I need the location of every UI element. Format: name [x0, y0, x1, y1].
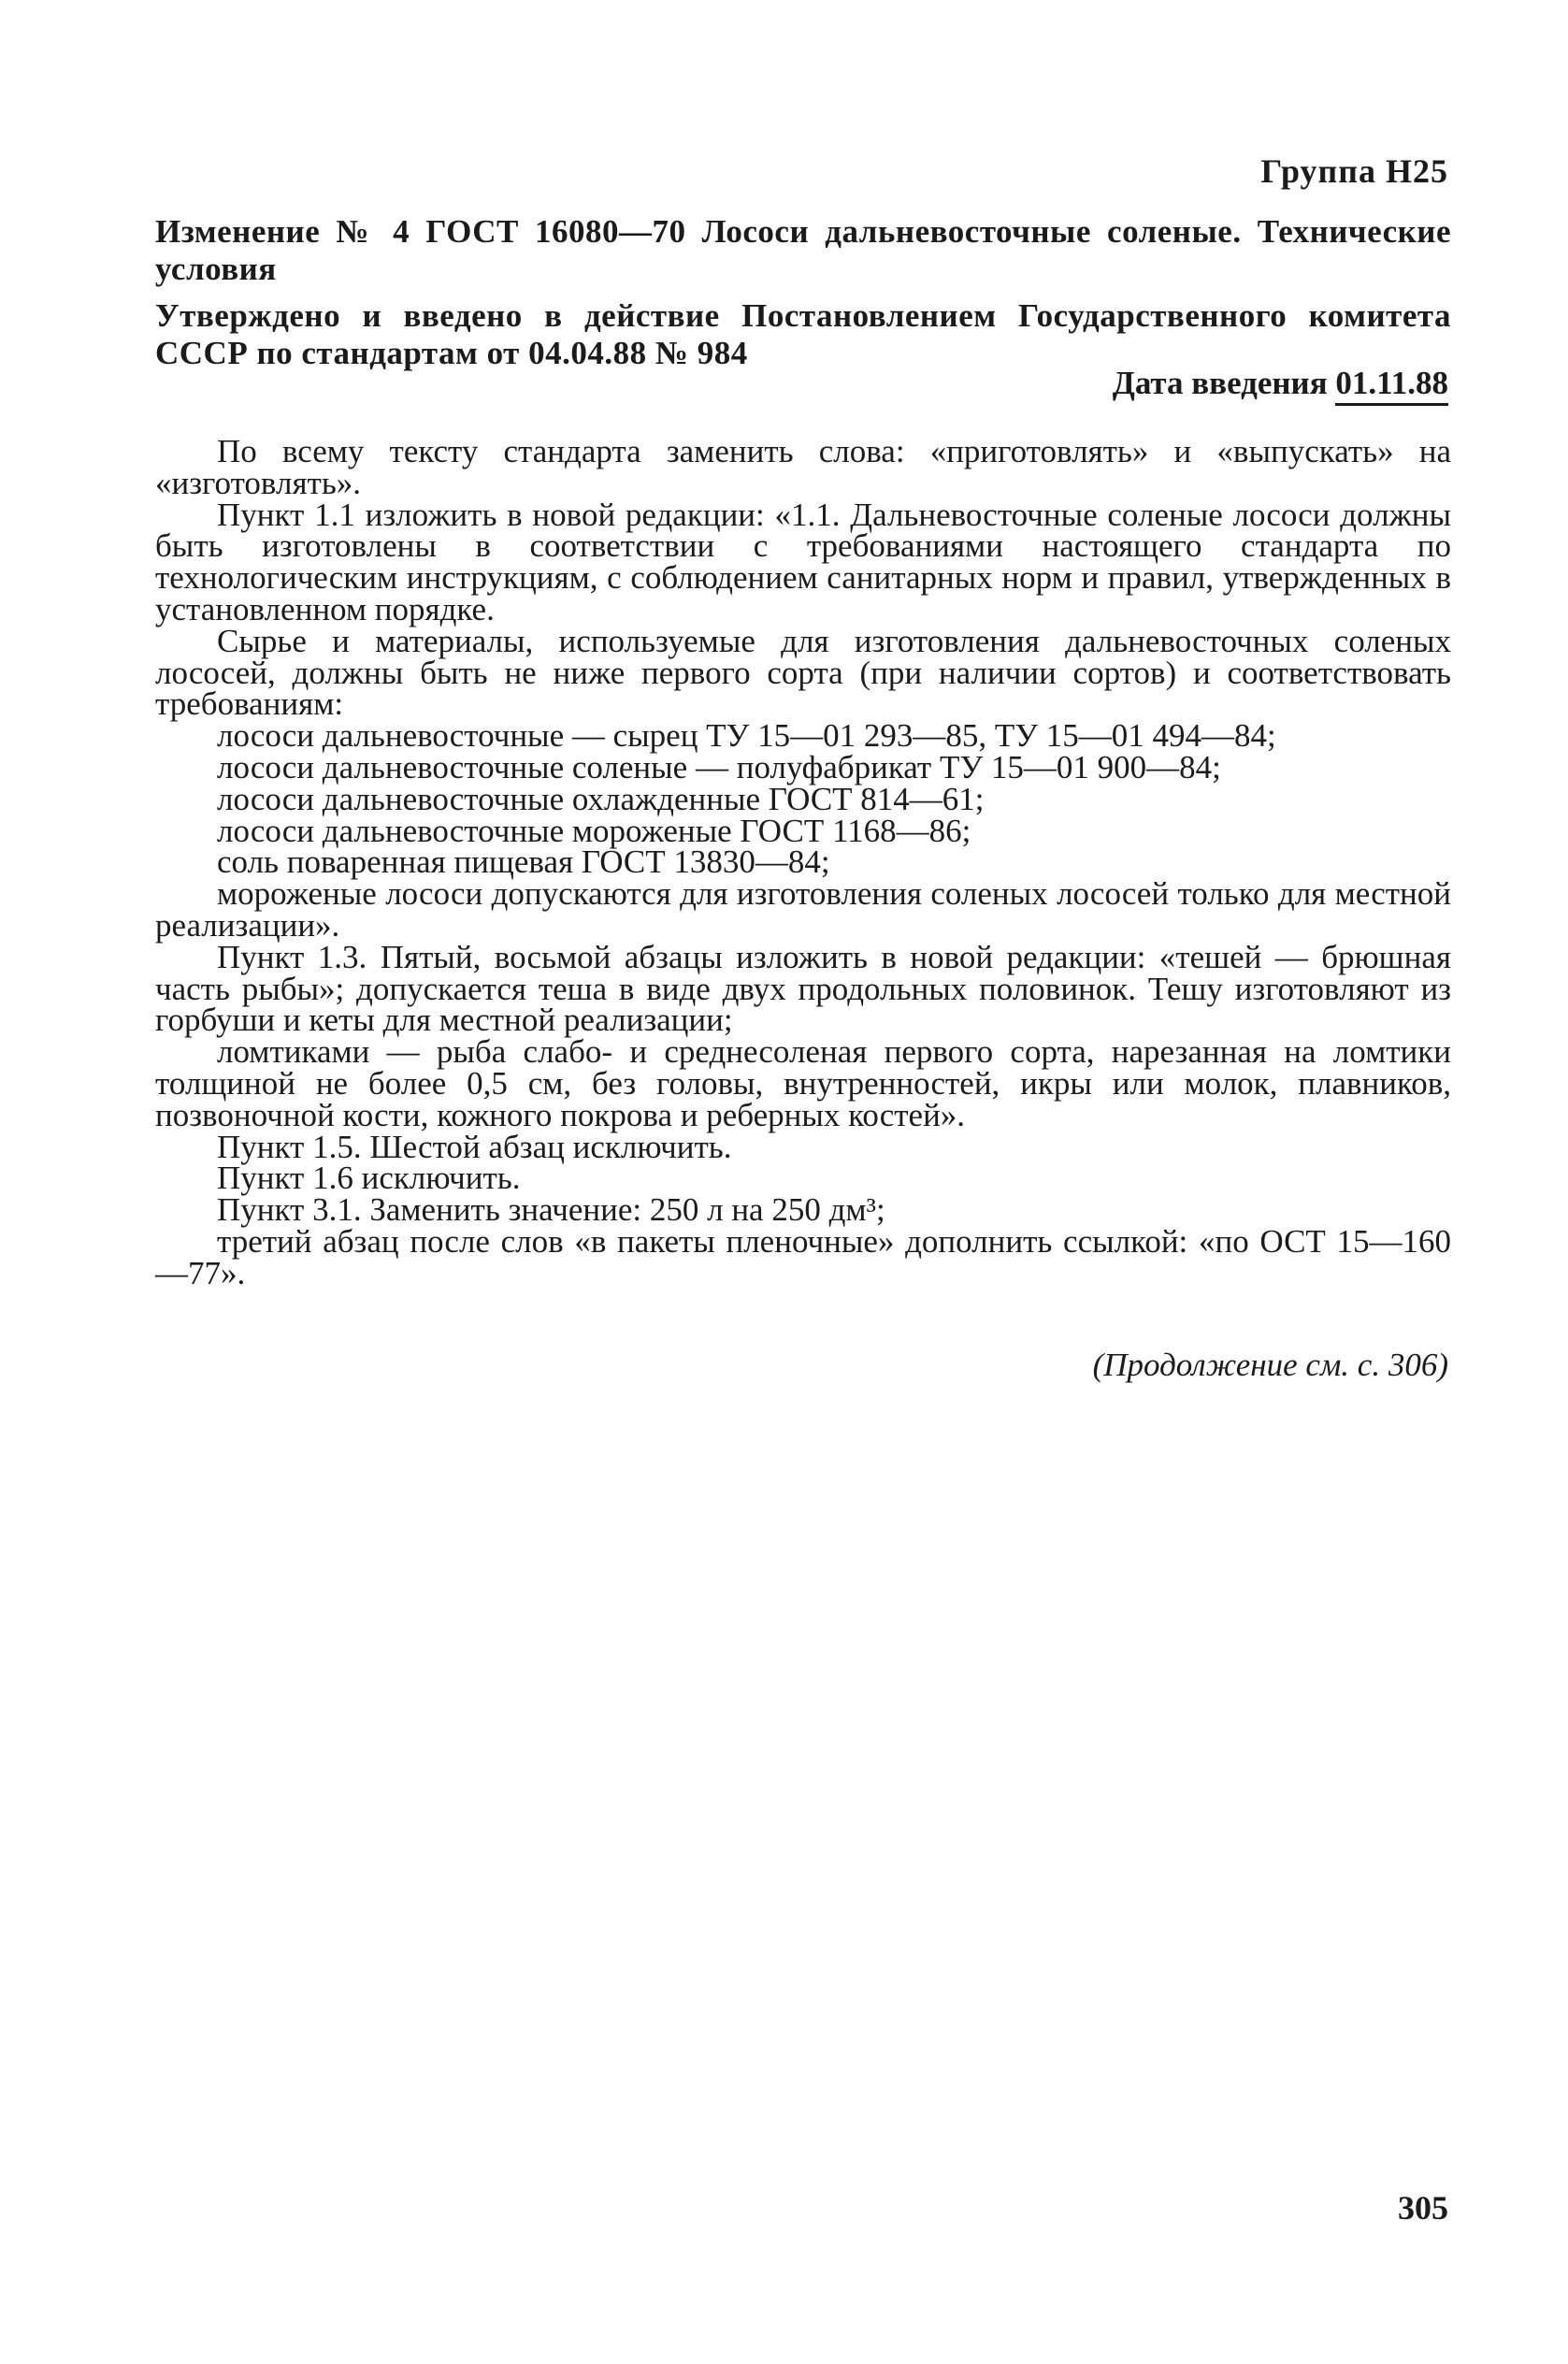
group-label: Группа Н25 [1260, 152, 1448, 190]
introduction-date-value: 01.11.88 [1335, 365, 1448, 406]
paragraph-item-1-6: Пункт 1.6 исключить. [217, 1160, 521, 1197]
paragraph-item-1-5: Пункт 1.5. Шестой абзац исключить. [217, 1128, 732, 1165]
requirement-item: соль поваренная пищевая ГОСТ 13830—84; [217, 843, 830, 881]
paragraph-item-3-1: Пункт 3.1. Заменить значение: 250 л на 250 дм³; [217, 1191, 885, 1229]
paragraph-raw-materials: Сырье и материалы, используемые для изготовления дальневосточных соленых лососей, должны быть не ниже первого сорта (при наличии сортов) и соответствовать требованиям: [155, 622, 1451, 723]
requirement-item: лососи дальневосточные охлажденные ГОСТ 814—61; [217, 780, 985, 817]
paragraph-frozen-salmon: мороженые лососи допускаются для изготовления соленых лососей только для местной реализации». [155, 875, 1451, 944]
requirement-item: лососи дальневосточные — сырец ТУ 15—01 293—85, ТУ 15—01 494—84; [217, 717, 1276, 755]
requirement-item: лососи дальневосточные соленые — полуфабрикат ТУ 15—01 900—84; [217, 748, 1221, 786]
document-body [155, 433, 1451, 1291]
introduction-date [1113, 365, 1448, 402]
page-number: 305 [1398, 2189, 1448, 2227]
paragraph-item-1-1: Пункт 1.1 изложить в новой редакции: «1.1. Дальневосточные соленые лососи должны быть изготовлены в соответствии с требованиями настоящего стандарта по технологическим инструкциям, с соблюдением санитарных норм и правил, утвержденных в установленном порядке. [155, 496, 1451, 627]
paragraph-replace-words: По всему тексту стандарта заменить слова: «приготовлять» и «выпускать» на «изготовлять». [155, 433, 1451, 501]
requirement-item: лососи дальневосточные мороженые ГОСТ 1168—86; [217, 812, 971, 849]
approval-statement: Утверждено и введено в действие Постановлением Государственного комитета СССР по стандартам от 04.04.88 № 984 [155, 297, 1451, 371]
introduction-date-label: Дата введения [1112, 365, 1328, 401]
change-title: Изменение № 4 ГОСТ 16080—70 Лососи дальневосточные соленые. Технические условия [155, 213, 1451, 287]
paragraph-item-1-3: Пункт 1.3. Пятый, восьмой абзацы изложить в новой редакции: «тешей — брюшная часть рыбы»; допускается теша в виде двух продольных половинок. Тешу изготовляют из горбуши и кеты для местной реализации; [155, 938, 1451, 1039]
paragraph-slices: ломтиками — рыба слабо- и среднесоленая первого сорта, нарезанная на ломтики толщиной не более 0,5 см, без головы, внутренностей, икры или молок, плавников, позвоночной кости, кожного покрова и реберных костей». [155, 1033, 1451, 1133]
continuation-note: (Продолжение см. с. 306) [1092, 1347, 1448, 1383]
paragraph-third-paragraph: третий абзац после слов «в пакеты пленочные» дополнить ссылкой: «по ОСТ 15—160—77». [155, 1222, 1451, 1291]
